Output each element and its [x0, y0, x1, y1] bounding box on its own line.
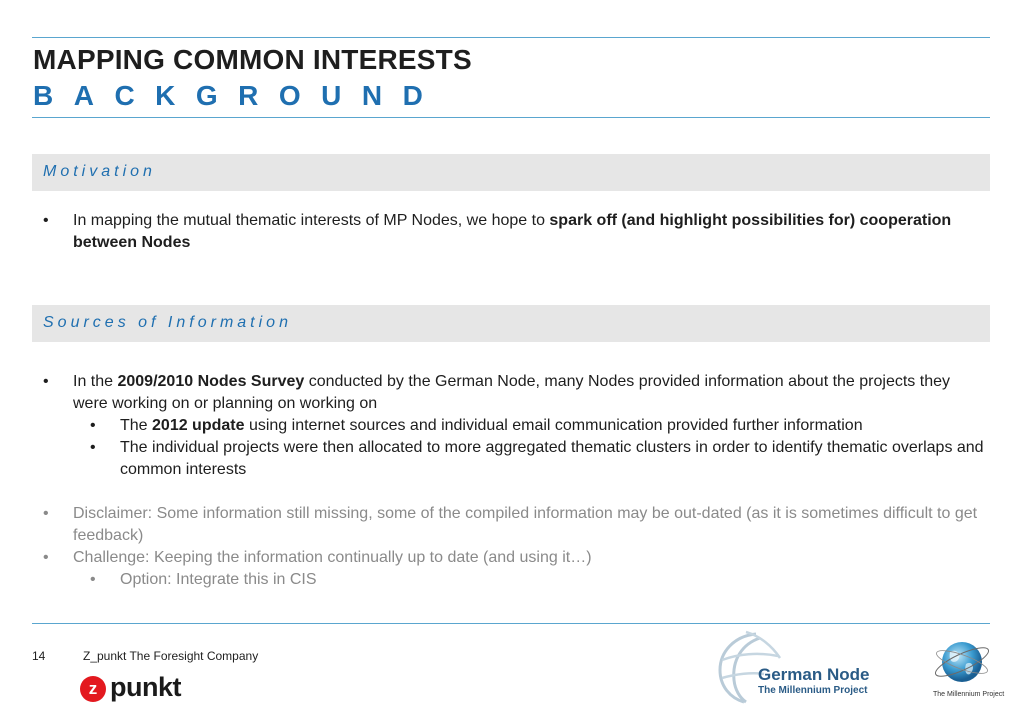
- list-item: [43, 371, 988, 415]
- title-underline: [32, 117, 990, 118]
- list-item: [43, 569, 988, 591]
- list-item: [43, 547, 988, 569]
- bullet-text: In mapping the mutual thematic interests of MP Nodes, we hope to: [73, 212, 550, 229]
- list-item: [43, 210, 988, 254]
- bullet-bold-text: spark off (and highlight possibilities for) cooperation between Nodes: [73, 212, 952, 251]
- slide-title: MAPPING COMMON INTERESTS: [33, 44, 472, 75]
- page-number: 14: [32, 649, 46, 663]
- section-heading-motivation: Motivation: [43, 163, 156, 180]
- bullet-bold-text: 2009/2010 Nodes Survey: [117, 373, 305, 390]
- z-punkt-logo-icon: z: [80, 676, 106, 702]
- sources-list: [43, 371, 988, 481]
- section-heading-sources: Sources of Information: [43, 314, 292, 331]
- millennium-project-globe-icon: [932, 636, 992, 688]
- german-node-subtitle: The Millennium Project: [758, 685, 868, 696]
- footer-company: Z_punkt The Foresight Company: [83, 649, 259, 663]
- section-bar-sources: [32, 305, 990, 342]
- bullet-text: conducted by the German Node, many Nodes provided information about the projects they were working on or planning on working on: [73, 373, 950, 412]
- z-punkt-logo-wordmark: punkt: [110, 672, 181, 702]
- top-rule: [32, 37, 990, 38]
- option-text: Option: Integrate this in CIS: [120, 571, 317, 588]
- list-item: [43, 503, 988, 547]
- bullet-text: using internet sources and individual email communication provided further information: [244, 417, 863, 434]
- german-node-title: German Node: [758, 665, 870, 684]
- list-item: [43, 437, 988, 481]
- motivation-list: [43, 210, 988, 254]
- bullet-bold-text: 2012 update: [152, 417, 245, 434]
- bullet-text: The: [120, 417, 153, 434]
- list-item: [43, 415, 988, 437]
- bullet-text: The individual projects were then allocated to more aggregated thematic clusters in order to identify thematic overlaps and common interests: [120, 439, 984, 478]
- bullet-text: In the: [73, 373, 118, 390]
- section-bar-motivation: [32, 154, 990, 191]
- slide-subtitle: BACKGROUND: [33, 80, 444, 111]
- disclaimer-text: Disclaimer: Some information still missing, some of the compiled information may be out-dated (as it is sometimes difficult to get feedback): [73, 505, 978, 544]
- notes-list: [43, 503, 988, 591]
- footer-rule: [32, 623, 990, 624]
- challenge-text: Challenge: Keeping the information continually up to date (and using it…): [73, 549, 592, 566]
- millennium-project-label: The Millennium Project: [933, 691, 1005, 698]
